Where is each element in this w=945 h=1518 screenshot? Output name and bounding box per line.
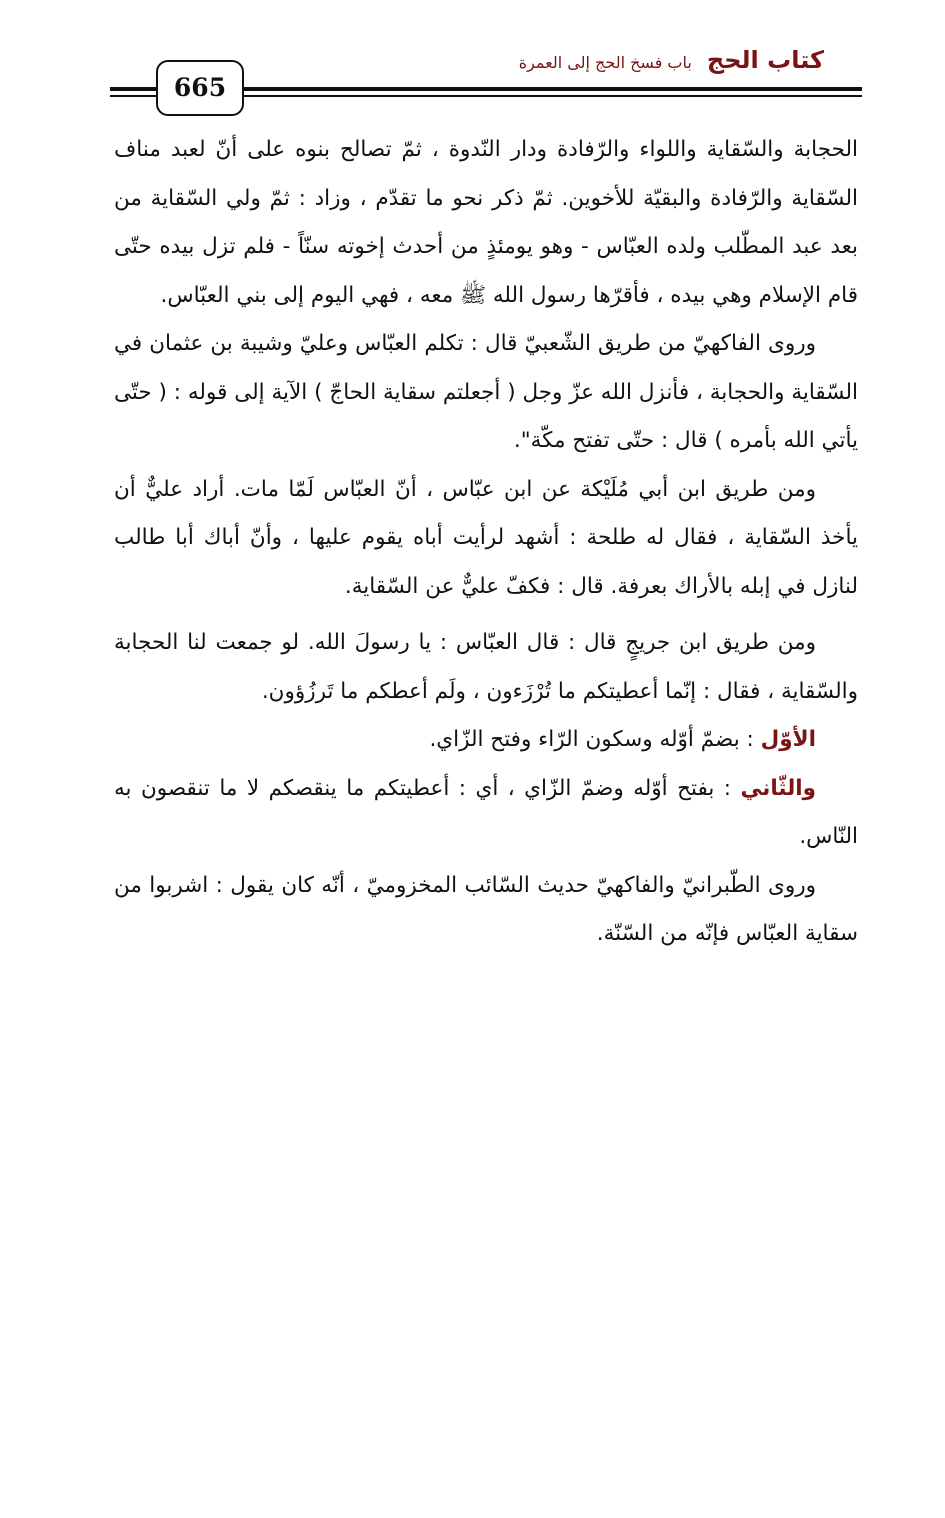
paragraph-2: وروى الفاكهيّ من طريق الشّعبيّ قال : تكلم العبّاس وعليّ وشيبة بن عثمان في السّقاية والحجابة ، فأنزل الله عزّ وجل ( أجعلتم سقاية الحاجّ ) الآية إلى قوله : ( حتّى يأتي الله بأمره ) قال : حتّى تفتح مكّة".: [114, 331, 858, 453]
book-title: كتاب الحج: [706, 46, 824, 74]
page-header: [110, 40, 862, 110]
page-number: 665: [156, 60, 244, 116]
paragraph-1: الحجابة والسّقاية واللواء والرّفادة ودار النّدوة ، ثمّ تصالح بنوه على أنّ لعبد مناف السّقاية والرّفادة والبقيّة للأخوين. ثمّ ذكر نحو ما تقدّم ، وزاد : ثمّ ولي السّقاية من بعد عبد المطّلب ولده العبّاس - وهو يومئذٍ من أحدث إخوته سنّاً - فلم تزل بيده حتّى قام الإسلام وهي بيده ، فأقرّها رسول الله ﷺ معه ، فهي اليوم إلى بني العبّاس.: [114, 137, 858, 308]
paragraph-4: ومن طريق ابن جريجٍ قال : قال العبّاس : يا رسولَ الله. لو جمعت لنا الحجابة والسّقاية ، فقال : إنّما أعطيتكم ما تُرْزَءون ، ولَم أعطكم ما تَرزُؤون.: [114, 630, 858, 704]
second-reading-text: : بفتح أوّله وضمّ الزّاي ، أي : أعطيتكم ما ينقصكم لا ما تنقصون به النّاس.: [114, 775, 858, 849]
paragraph-7: وروى الطّبرانيّ والفاكهيّ حديث السّائب المخزوميّ ، أنّه كان يقول : اشربوا من سقاية العبّاس فإنّه من السّنّة.: [114, 872, 858, 946]
page-body: [114, 126, 858, 959]
paragraph-5: [114, 716, 858, 765]
paragraph-3: ومن طريق ابن أبي مُلَيْكة عن ابن عبّاس ، أنّ العبّاس لَمّا مات. أراد عليٌّ أن يأخذ السّقاية ، فقال له طلحة : أشهد لرأيت أباه يقوم عليها ، وأنّ أباك أبا طالب لنازل في إبله بالأراك بعرفة. قال : فكفّ عليٌّ عن السّقاية.: [114, 476, 858, 599]
second-reading-label: والثّاني: [740, 775, 816, 801]
first-reading-label: الأوّل: [760, 727, 816, 752]
first-reading-text: : بضمّ أوّله وسكون الرّاء وفتح الزّاي.: [429, 727, 761, 752]
chapter-title: باب فسخ الحج إلى العمرة: [518, 53, 692, 72]
paragraph-6: [114, 765, 858, 862]
header-titles: [519, 46, 824, 74]
